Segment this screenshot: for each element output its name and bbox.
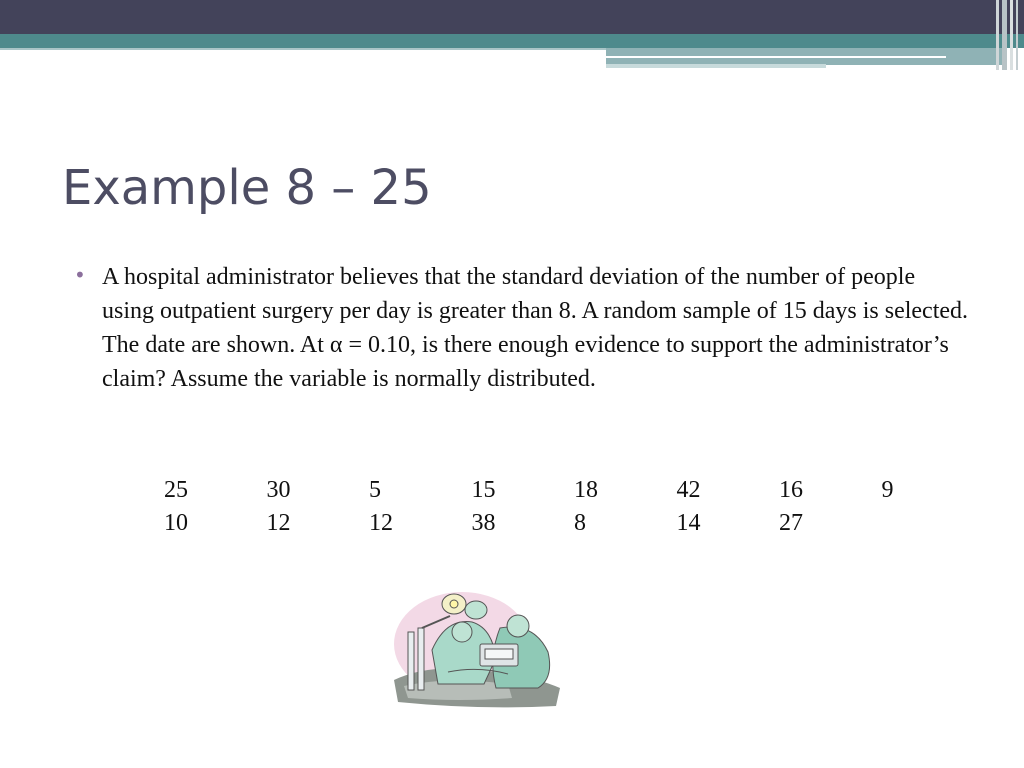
header-thin-line — [606, 56, 946, 58]
data-value-cell: 8 — [574, 510, 586, 536]
header-teal-band — [0, 34, 1024, 48]
header-pale-line — [0, 48, 606, 50]
data-value-cell: 12 — [369, 510, 393, 536]
header-vertical-stripe — [1016, 0, 1018, 70]
data-value-cell — [882, 507, 985, 540]
data-value-cell: 16 — [779, 477, 803, 503]
data-value-cell: 10 — [164, 510, 188, 536]
surgery-team-clipart-icon — [388, 588, 564, 710]
data-value-cell: 18 — [574, 477, 598, 503]
header-vertical-stripe — [996, 0, 999, 70]
problem-statement: A hospital administrator believes that the standard deviation of the number of people using outpatient surgery per day is greater than 8. A random sample of 15 days is selected. The date are shown. At α = 0.10, is there enough evidence to support the administrator’s claim? Assume the variable is normally distributed. — [102, 264, 969, 392]
data-value-cell: 9 — [881, 477, 894, 503]
data-value-cell: 25 — [164, 477, 188, 503]
data-value-cell: 27 — [779, 510, 803, 536]
data-value-cell: 30 — [266, 477, 291, 503]
data-value-cell: 42 — [676, 477, 701, 503]
data-value-cell: 5 — [369, 477, 381, 503]
header-thin-line — [606, 64, 826, 68]
slide-title: Example 8 – 25 — [62, 160, 432, 216]
data-value-cell: 38 — [471, 510, 496, 536]
header-banner — [0, 0, 1024, 70]
data-value-cell: 14 — [676, 510, 701, 536]
header-dark-band — [0, 0, 1024, 34]
header-vertical-stripe — [1002, 0, 1007, 70]
data-values-grid — [164, 474, 984, 540]
bullet-dot-icon: • — [74, 263, 86, 287]
header-vertical-stripe — [1010, 0, 1013, 70]
data-value-cell: 12 — [266, 510, 291, 536]
data-value-cell: 15 — [471, 477, 496, 503]
